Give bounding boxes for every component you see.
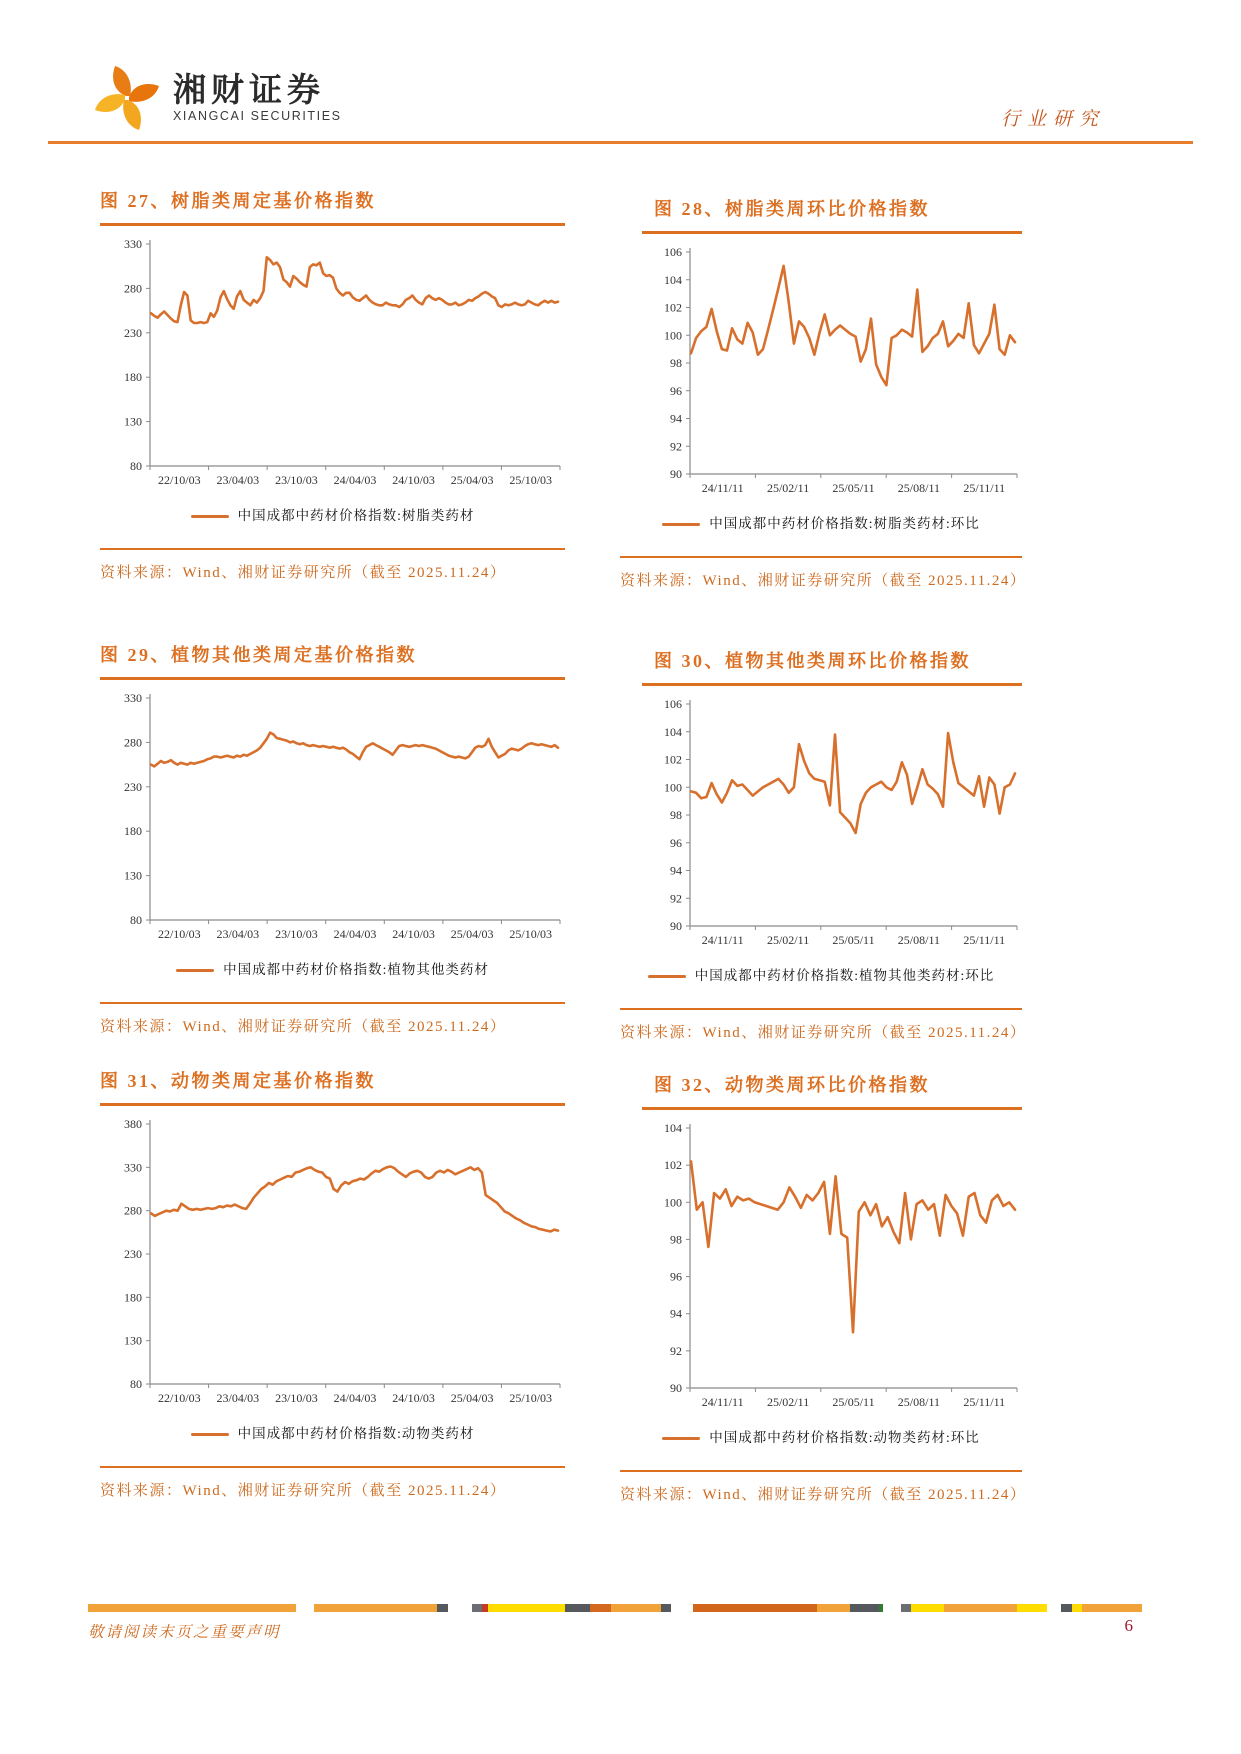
svg-text:25/10/03: 25/10/03 <box>509 1390 553 1405</box>
svg-text:25/11/11: 25/11/11 <box>963 480 1006 495</box>
figure-28-source-divider <box>620 556 1022 558</box>
figure-30-legend-label: 中国成都中药材价格指数:植物其他类药材:环比 <box>694 967 995 983</box>
company-logo <box>95 58 342 138</box>
svg-text:280: 280 <box>124 734 142 749</box>
svg-text:94: 94 <box>670 1306 682 1321</box>
footer-bar-segment <box>901 1604 911 1612</box>
footer-bar-segment <box>817 1604 850 1612</box>
figure-31-legend-label: 中国成都中药材价格指数:动物类药材 <box>237 1425 475 1441</box>
svg-text:102: 102 <box>664 752 682 766</box>
svg-text:280: 280 <box>124 1203 142 1218</box>
header-divider <box>48 141 1193 144</box>
figure-28-title-underline <box>642 231 1022 234</box>
footer-bar-segment <box>850 1604 878 1612</box>
figure-29-title: 图 29、植物其他类周定基价格指数 <box>100 645 417 665</box>
svg-text:94: 94 <box>670 411 682 425</box>
legend-line-swatch-icon <box>662 1437 700 1440</box>
svg-text:24/04/03: 24/04/03 <box>333 472 377 487</box>
footer-bar-segment <box>296 1604 314 1612</box>
svg-text:104: 104 <box>664 272 682 287</box>
figure-27-line-chart <box>100 234 565 496</box>
svg-text:106: 106 <box>664 244 682 259</box>
figure-32-source-divider <box>620 1470 1022 1472</box>
figure-30-title-underline <box>642 683 1022 686</box>
svg-text:98: 98 <box>670 807 682 822</box>
footer-bar-segment <box>590 1604 612 1612</box>
svg-text:25/08/11: 25/08/11 <box>897 480 941 495</box>
footer-bar-segment <box>671 1604 693 1612</box>
svg-text:100: 100 <box>664 327 682 342</box>
footer-bar-segment <box>1017 1604 1047 1612</box>
footer-bar-segment <box>693 1604 818 1612</box>
figure-31-source-divider <box>100 1466 565 1468</box>
figure-28-title: 图 28、树脂类周环比价格指数 <box>654 199 930 219</box>
brand-text <box>173 72 342 124</box>
figure-30-line-chart <box>620 694 1022 956</box>
figure-30-source-divider <box>620 1008 1022 1010</box>
svg-text:104: 104 <box>664 724 682 739</box>
footer-bar-segment <box>472 1604 482 1612</box>
svg-text:96: 96 <box>670 383 682 398</box>
figure-31-source-note: 资料来源：Wind、湘财证券研究所（截至 2025.11.24） <box>100 1482 507 1499</box>
svg-text:25/11/11: 25/11/11 <box>963 932 1006 947</box>
svg-text:22/10/03: 22/10/03 <box>157 926 201 941</box>
svg-text:25/10/03: 25/10/03 <box>509 926 553 941</box>
svg-text:80: 80 <box>130 1376 142 1391</box>
figure-28-line-chart <box>620 242 1022 504</box>
footer-bar-segment <box>437 1604 449 1612</box>
footer-bar-segment <box>88 1604 296 1612</box>
svg-text:180: 180 <box>124 369 142 384</box>
svg-text:24/10/03: 24/10/03 <box>392 926 435 941</box>
svg-text:25/02/11: 25/02/11 <box>766 480 810 495</box>
svg-text:24/10/03: 24/10/03 <box>392 1390 435 1405</box>
figure-31-block <box>100 1068 565 1500</box>
figure-29-block <box>100 642 565 1036</box>
svg-text:104: 104 <box>664 1120 682 1135</box>
footer-bar-segment <box>1072 1604 1082 1612</box>
svg-text:23/10/03: 23/10/03 <box>275 472 318 487</box>
figure-28-legend <box>620 512 1022 532</box>
svg-text:23/04/03: 23/04/03 <box>216 926 260 941</box>
svg-text:90: 90 <box>670 918 682 933</box>
figure-29-line-chart <box>100 688 565 950</box>
figure-27-legend <box>100 504 565 524</box>
svg-text:230: 230 <box>124 779 142 794</box>
svg-text:92: 92 <box>670 1343 682 1358</box>
svg-text:98: 98 <box>670 1231 682 1246</box>
svg-text:280: 280 <box>124 280 142 295</box>
footer-bar-segment <box>883 1604 901 1612</box>
svg-text:90: 90 <box>670 1380 682 1395</box>
footer-decorative-bar <box>88 1604 1142 1612</box>
footer-bar-segment <box>944 1604 1017 1612</box>
figure-28-block <box>620 196 1027 590</box>
footer-bar-segment <box>482 1604 489 1612</box>
figure-30-title: 图 30、植物其他类周环比价格指数 <box>654 651 971 671</box>
svg-text:98: 98 <box>670 355 682 370</box>
svg-text:25/08/11: 25/08/11 <box>897 1394 941 1409</box>
figure-30-legend <box>620 964 1022 984</box>
svg-text:330: 330 <box>124 236 142 251</box>
footer-bar-segment <box>661 1604 671 1612</box>
svg-text:130: 130 <box>124 868 142 883</box>
page-number: 6 <box>1124 1616 1133 1635</box>
figure-28-legend-label: 中国成都中药材价格指数:树脂类药材:环比 <box>709 515 980 531</box>
svg-text:102: 102 <box>664 300 682 314</box>
figure-29-title-underline <box>100 677 565 680</box>
svg-text:25/04/03: 25/04/03 <box>450 926 494 941</box>
svg-text:100: 100 <box>664 1194 682 1209</box>
svg-text:92: 92 <box>670 890 682 905</box>
svg-text:230: 230 <box>124 325 142 340</box>
figure-31-title: 图 31、动物类周定基价格指数 <box>100 1071 376 1091</box>
svg-text:25/11/11: 25/11/11 <box>963 1394 1006 1409</box>
svg-text:25/04/03: 25/04/03 <box>450 472 494 487</box>
report-category-label: 行业研究 <box>1000 109 1105 130</box>
figure-32-block <box>620 1072 1027 1504</box>
figure-31-line-chart <box>100 1114 565 1414</box>
figure-30-block <box>620 648 1027 1042</box>
svg-text:25/05/11: 25/05/11 <box>832 1394 875 1409</box>
figure-31-title-underline <box>100 1103 565 1106</box>
svg-text:96: 96 <box>670 835 682 850</box>
legend-line-swatch-icon <box>191 1433 229 1436</box>
svg-text:180: 180 <box>124 823 142 838</box>
figure-29-legend <box>100 958 565 978</box>
svg-text:23/10/03: 23/10/03 <box>275 926 318 941</box>
legend-line-swatch-icon <box>648 975 686 978</box>
footer-bar-segment <box>611 1604 661 1612</box>
figure-27-legend-label: 中国成都中药材价格指数:树脂类药材 <box>237 507 475 523</box>
svg-text:23/04/03: 23/04/03 <box>216 1390 260 1405</box>
svg-text:130: 130 <box>124 1333 142 1348</box>
svg-text:96: 96 <box>670 1269 682 1284</box>
footer-bar-segment <box>1047 1604 1060 1612</box>
svg-text:24/11/11: 24/11/11 <box>701 480 744 495</box>
svg-text:230: 230 <box>124 1246 142 1261</box>
figure-30-source-note: 资料来源：Wind、湘财证券研究所（截至 2025.11.24） <box>620 1024 1027 1041</box>
figure-29-source-divider <box>100 1002 565 1004</box>
svg-text:22/10/03: 22/10/03 <box>157 472 201 487</box>
figure-31-legend <box>100 1422 565 1442</box>
figure-27-source-note: 资料来源：Wind、湘财证券研究所（截至 2025.11.24） <box>100 564 507 581</box>
figure-29-source-note: 资料来源：Wind、湘财证券研究所（截至 2025.11.24） <box>100 1018 507 1035</box>
svg-text:330: 330 <box>124 690 142 705</box>
svg-text:25/04/03: 25/04/03 <box>450 1390 494 1405</box>
svg-text:25/05/11: 25/05/11 <box>832 480 875 495</box>
figure-32-title: 图 32、动物类周环比价格指数 <box>654 1075 930 1095</box>
svg-text:180: 180 <box>124 1289 142 1304</box>
svg-text:100: 100 <box>664 779 682 794</box>
figure-27-source-divider <box>100 548 565 550</box>
footer-bar-segment <box>314 1604 437 1612</box>
svg-text:25/08/11: 25/08/11 <box>897 932 941 947</box>
svg-text:23/04/03: 23/04/03 <box>216 472 260 487</box>
svg-text:80: 80 <box>130 912 142 927</box>
svg-text:130: 130 <box>124 414 142 429</box>
svg-text:24/11/11: 24/11/11 <box>701 932 744 947</box>
brand-name-en: XIANGCAI SECURITIES <box>173 109 342 123</box>
figure-32-source-note: 资料来源：Wind、湘财证券研究所（截至 2025.11.24） <box>620 1486 1027 1503</box>
figure-27-title: 图 27、树脂类周定基价格指数 <box>100 191 376 211</box>
svg-text:92: 92 <box>670 438 682 453</box>
svg-text:22/10/03: 22/10/03 <box>157 1390 201 1405</box>
figure-32-legend-label: 中国成都中药材价格指数:动物类药材:环比 <box>709 1429 980 1445</box>
figure-27-block <box>100 188 565 582</box>
svg-text:24/04/03: 24/04/03 <box>333 1390 377 1405</box>
svg-text:94: 94 <box>670 863 682 877</box>
svg-text:380: 380 <box>124 1116 142 1131</box>
svg-text:106: 106 <box>664 696 682 711</box>
figure-32-title-underline <box>642 1107 1022 1110</box>
svg-text:25/10/03: 25/10/03 <box>509 472 553 487</box>
svg-text:90: 90 <box>670 466 682 481</box>
svg-text:23/10/03: 23/10/03 <box>275 1390 318 1405</box>
legend-line-swatch-icon <box>662 523 700 526</box>
footer-bar-segment <box>911 1604 944 1612</box>
footer-bar-segment <box>448 1604 471 1612</box>
footer-bar-segment <box>488 1604 564 1612</box>
figure-27-title-underline <box>100 223 565 226</box>
logo-pinwheel-icon <box>95 58 159 138</box>
svg-text:25/02/11: 25/02/11 <box>766 932 810 947</box>
figure-32-line-chart <box>620 1118 1022 1418</box>
svg-text:102: 102 <box>664 1157 682 1172</box>
figure-29-legend-label: 中国成都中药材价格指数:植物其他类药材 <box>223 961 489 977</box>
svg-text:330: 330 <box>124 1159 142 1174</box>
svg-text:24/04/03: 24/04/03 <box>333 926 377 941</box>
footer-bar-segment <box>1061 1604 1073 1612</box>
figure-28-source-note: 资料来源：Wind、湘财证券研究所（截至 2025.11.24） <box>620 572 1027 589</box>
svg-text:24/11/11: 24/11/11 <box>701 1394 744 1409</box>
svg-text:25/02/11: 25/02/11 <box>766 1394 810 1409</box>
legend-line-swatch-icon <box>176 969 214 972</box>
footer-bar-segment <box>565 1604 590 1612</box>
svg-text:24/10/03: 24/10/03 <box>392 472 435 487</box>
legend-line-swatch-icon <box>191 515 229 518</box>
footer-disclaimer: 敬请阅读末页之重要声明 <box>88 1624 281 1641</box>
svg-text:80: 80 <box>130 458 142 473</box>
brand-name-cn: 湘财证券 <box>173 71 325 108</box>
figure-32-legend <box>620 1426 1022 1446</box>
svg-text:25/05/11: 25/05/11 <box>832 932 875 947</box>
footer-bar-segment <box>1082 1604 1142 1612</box>
